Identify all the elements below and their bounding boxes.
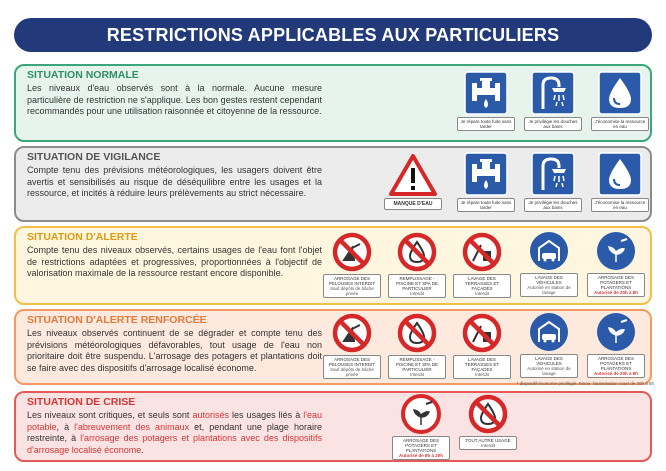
section-title: SITUATION DE VIGILANCE — [27, 151, 161, 163]
icon-caption: MANQUE D'EAU — [384, 198, 442, 210]
shower-icon — [524, 71, 582, 131]
section-description: Compte tenu des prévisions météorologiques, les usagers doivent être avertis et sensibilisés au risque de déséquilibre entre les usages et la ressource, et incités à réduire leurs prélèvements au strict nécessaire. — [27, 165, 322, 198]
icon-caption: ARROSAGE DES PELOUSES INTERDIT Sauf dépôts de bâche privée — [323, 355, 381, 379]
all-other-uses-prohibited-icon — [459, 394, 517, 450]
section-description: Les niveaux d'eau observés sont à la normale. Aucune mesure particulière de restriction ne s'applique. Les bon gestes restent cependant recommandés pour une utilisation raisonnée et citoyenne de la ressource. — [27, 83, 322, 116]
icon-caption: ARROSAGE DES POTAGERS ET PLANTATIONS Autorisé de 20h à 8h — [587, 273, 645, 297]
section-description: Les niveaux observés continuent de se dégrader et compte tenu des prévisions météorologiques défavorables, tout usage de l'eau non prioritaire doit être suspendu. L'arrosage des potagers et plantations doit se faire avec des dispositifs d'arrosage localisé économe. — [27, 328, 322, 373]
section-title: SITUATION DE CRISE — [27, 396, 136, 408]
lawn-watering-prohibited-icon — [323, 232, 381, 298]
section-situation-alerte — [14, 226, 652, 305]
terrace-washing-prohibited-icon — [453, 232, 511, 298]
car-wash-station-icon — [520, 231, 578, 297]
icon-caption: J'économise la ressource en eau — [591, 117, 649, 131]
lawn-watering-prohibited-icon — [323, 313, 381, 379]
leak-repair-icon — [457, 71, 515, 131]
icon-caption: LAVAGE DES TERRASSES ET FAÇADES Interdit — [453, 355, 511, 379]
icon-caption: LAVAGE DES TERRASSES ET FAÇADES Interdit — [453, 274, 511, 298]
icon-caption: ARROSAGE DES POTAGERS ET PLANTATIONS Autorisé de 8h à 20h — [392, 436, 450, 460]
section-description: Les niveaux sont critiques, et seuls sont autorisés les usages liés à l'eau potable, à l'abreuvement des animaux et, pendant une plage horaire restreinte, à l'arrosage des potagers et plantations avec des dispositifs d'arrosage localisé économe. — [27, 410, 323, 455]
section-title: SITUATION NORMALE — [27, 69, 139, 81]
icon-caption: Je privilégie les douches aux bains — [524, 117, 582, 131]
section-title: SITUATION D'ALERTE RENFORCÉE — [27, 314, 207, 326]
pool-filling-prohibited-icon — [388, 313, 446, 379]
icon-caption: Je répare toute fuite sans tarder — [457, 198, 515, 212]
water-drop-icon — [591, 152, 649, 212]
shower-icon — [524, 152, 582, 212]
section-title: SITUATION D'ALERTE — [27, 231, 138, 243]
icon-caption: REMPLISSAGE - PISCINE ET SPA DE PARTICULIER Interdit — [388, 355, 446, 379]
section-description: Compte tenu des niveaux observés, certains usages de l'eau font l'objet de restrictions adaptées et progressives, proportionnées à l'objectif de valorisation maximale de la ressource restant encore disponible. — [27, 245, 322, 278]
section-situation-alerte-renforcee — [14, 309, 652, 385]
warning-triangle-icon — [384, 154, 442, 210]
leak-repair-icon — [457, 152, 515, 212]
garden-watering-limited-icon — [392, 394, 450, 460]
terrace-washing-prohibited-icon — [453, 313, 511, 379]
icon-caption: ARROSAGE DES POTAGERS ET PLANTATIONS Autorisé de 20h à 8h — [587, 354, 645, 378]
icon-caption: Je répare toute fuite sans tarder — [457, 117, 515, 131]
icon-caption: LAVAGE DES VÉHICULES Autorisé en station de lavage — [520, 273, 578, 297]
section-situation-normale — [14, 64, 652, 142]
pool-filling-prohibited-icon — [388, 232, 446, 298]
water-drop-icon — [591, 71, 649, 131]
icon-caption: J'économise la ressource en eau — [591, 198, 649, 212]
page-title: RESTRICTIONS APPLICABLES AUX PARTICULIERS — [14, 18, 652, 52]
garden-watering-icon — [587, 312, 645, 378]
icon-caption: TOUT AUTRE USAGE Interdit — [459, 436, 517, 450]
icon-caption: REMPLISSAGE - PISCINE ET SPA DE PARTICULIER Interdit — [388, 274, 446, 298]
footnote: * dispositif économe privilégié. Sinon, l'autorisation court de 20h à 8h — [516, 381, 654, 386]
car-wash-station-icon — [520, 312, 578, 378]
icon-caption: Je privilégie les douches aux bains — [524, 198, 582, 212]
garden-watering-icon — [587, 231, 645, 297]
section-situation-crise — [14, 391, 652, 462]
section-situation-vigilance — [14, 146, 652, 222]
icon-caption: ARROSAGE DES PELOUSES INTERDIT Sauf dépôts de bâche privée — [323, 274, 381, 298]
icon-caption: LAVAGE DES VÉHICULES Autorisé en station de lavage — [520, 354, 578, 378]
